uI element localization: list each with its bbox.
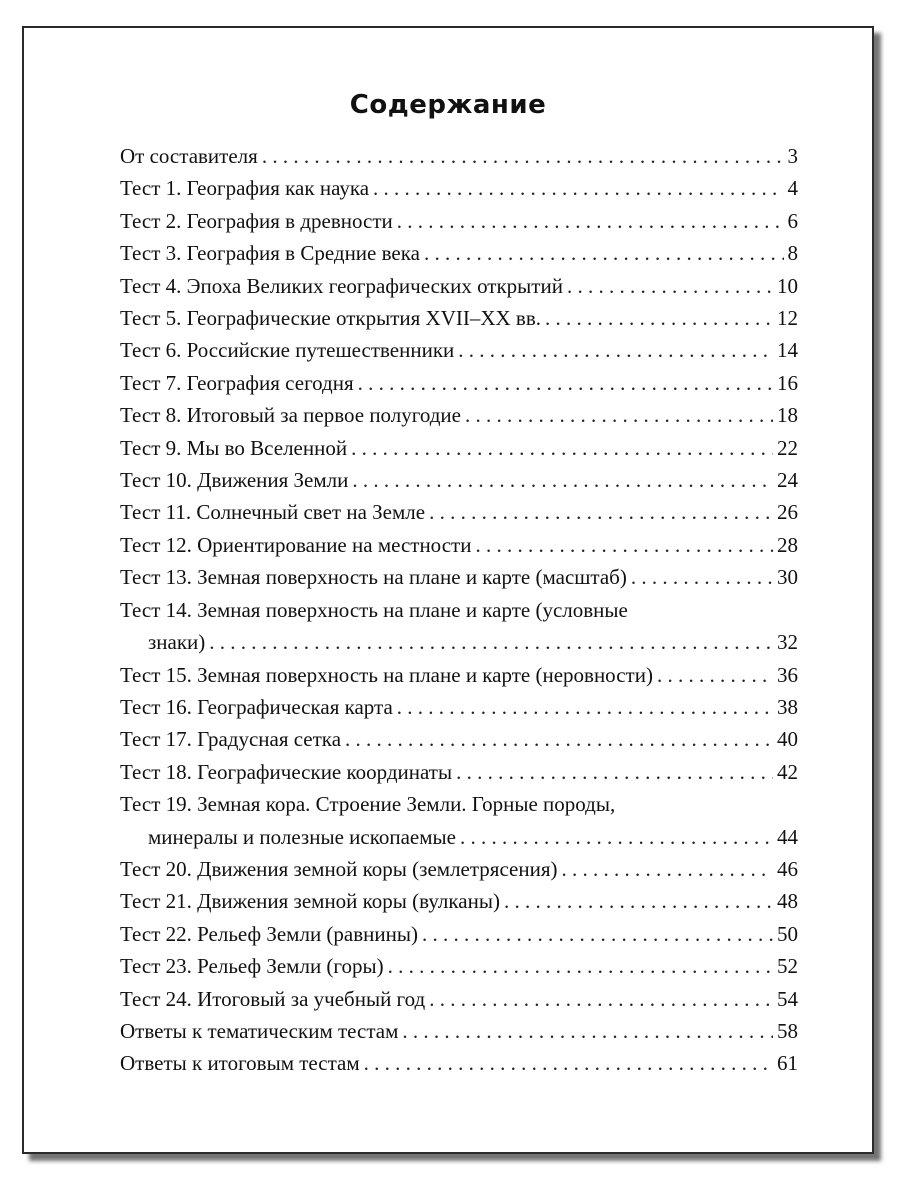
toc-entry-title: Тест 7. География сегодня	[120, 370, 354, 395]
toc-entry[interactable]	[120, 237, 798, 269]
toc-entry[interactable]	[120, 561, 798, 593]
toc-entry-page-number: 14	[777, 338, 798, 363]
toc-entry-title: От составителя	[120, 144, 258, 168]
leader-dots	[352, 464, 773, 496]
toc-entry-title: Тест 16. Географическая карта	[120, 694, 393, 719]
toc-entry[interactable]	[120, 302, 798, 334]
toc-entry[interactable]	[120, 918, 798, 950]
leader-dots	[388, 950, 773, 982]
toc-entry-page-number: 32	[777, 630, 798, 655]
toc-entry-title: Тест 5. Географические открытия XVII–XX вв.	[120, 306, 542, 331]
toc-entry-title: Тест 18. Географические координаты	[120, 759, 453, 784]
leader-dots	[504, 885, 773, 917]
toc-entry-title: Тест 2. География в древности	[120, 208, 393, 233]
leader-dots	[429, 983, 773, 1015]
leader-dots	[458, 334, 773, 366]
toc-entry[interactable]	[120, 529, 798, 561]
leader-dots	[545, 302, 773, 334]
leader-dots	[345, 723, 773, 755]
toc-entry-title: Тест 8. Итоговый за первое полугодие	[120, 403, 461, 428]
toc-entry-page-number: 18	[777, 403, 798, 428]
toc-entry-title: Тест 14. Земная поверхность на плане и карте (условные	[120, 597, 628, 622]
toc-entry[interactable]	[120, 853, 798, 885]
toc-entry-page-number: 28	[777, 532, 798, 557]
toc-entry-page-number: 46	[777, 856, 798, 881]
toc-entry-title: Тест 17. Градусная сетка	[120, 727, 342, 752]
leader-dots	[422, 918, 773, 950]
toc-entry-title: Тест 11. Солнечный свет на Земле	[120, 500, 426, 525]
toc-entry-title: Тест 19. Земная кора. Строение Земли. Горные породы,	[120, 792, 616, 817]
leader-dots	[358, 367, 773, 399]
toc-entry[interactable]	[120, 756, 798, 788]
toc-entry-title: Ответы к итоговым тестам	[120, 1051, 360, 1076]
leader-dots	[424, 237, 784, 269]
toc-entry-title: Тест 21. Движения земной коры (вулканы)	[120, 889, 500, 914]
toc-entry-title: Тест 6. Российские путешественники	[120, 338, 455, 363]
leader-dots	[402, 1015, 773, 1047]
toc-entry[interactable]	[120, 205, 798, 237]
leader-dots	[561, 853, 773, 885]
toc-entry[interactable]	[120, 659, 798, 691]
toc-entry-title: Ответы к тематическим тестам	[120, 1018, 399, 1043]
toc-entry[interactable]	[120, 983, 798, 1015]
toc-entry[interactable]	[120, 140, 798, 172]
toc-entry-page-number: 36	[777, 662, 798, 687]
toc-entry[interactable]	[120, 432, 798, 464]
leader-dots	[351, 432, 773, 464]
toc-entry[interactable]	[120, 270, 798, 302]
toc-entry-continuation	[120, 821, 798, 853]
toc-entry[interactable]	[120, 464, 798, 496]
leader-dots	[567, 270, 773, 302]
toc-entry-page-number: 54	[777, 986, 798, 1011]
toc-entry[interactable]	[120, 723, 798, 755]
toc-entry-page-number: 16	[777, 370, 798, 395]
toc-entry[interactable]	[120, 367, 798, 399]
toc-entry-page-number: 3	[787, 144, 798, 168]
toc-entry[interactable]	[120, 788, 798, 853]
toc-entry[interactable]	[120, 1047, 798, 1079]
leader-dots	[631, 561, 773, 593]
toc-entry[interactable]	[120, 399, 798, 431]
toc-entry-title: знаки)	[148, 630, 206, 655]
document-page	[22, 26, 874, 1154]
toc-entry-page-number: 12	[777, 306, 798, 331]
toc-entry-title: Тест 23. Рельеф Земли (горы)	[120, 954, 384, 979]
toc-entry-title: Тест 10. Движения Земли	[120, 468, 349, 493]
toc-entry-page-number: 4	[787, 176, 798, 201]
toc-entry-title: Тест 1. География как наука	[120, 176, 370, 201]
toc-entry-page-number: 58	[777, 1018, 798, 1043]
toc-entry-page-number: 40	[777, 727, 798, 752]
leader-dots	[364, 1047, 773, 1079]
toc-entry-page-number: 8	[787, 241, 798, 266]
toc-entry-title: Тест 22. Рельеф Земли (равнины)	[120, 921, 418, 946]
toc-entry-title: Тест 24. Итоговый за учебный год	[120, 986, 426, 1011]
toc-entry-page-number: 6	[787, 208, 798, 233]
toc-entry-page-number: 42	[777, 759, 798, 784]
toc-entry[interactable]	[120, 172, 798, 204]
toc-entry-page-number: 22	[777, 435, 798, 460]
leader-dots	[456, 756, 773, 788]
toc-entry-page-number: 26	[777, 500, 798, 525]
toc-entry-page-number: 52	[777, 954, 798, 979]
leader-dots	[465, 399, 773, 431]
page-title: Содержание	[349, 90, 547, 120]
toc-entry-page-number: 10	[777, 273, 798, 298]
toc-entry[interactable]	[120, 885, 798, 917]
table-of-contents	[120, 140, 798, 1080]
toc-entry-page-number: 24	[777, 468, 798, 493]
toc-entry[interactable]	[120, 691, 798, 723]
toc-entry[interactable]	[120, 1015, 798, 1047]
toc-entry-title: Тест 12. Ориентирование на местности	[120, 532, 472, 557]
toc-entry-page-number: 61	[777, 1051, 798, 1076]
toc-entry-page-number: 38	[777, 694, 798, 719]
toc-entry-title: Тест 13. Земная поверхность на плане и карте (масштаб)	[120, 565, 627, 590]
toc-entry[interactable]	[120, 334, 798, 366]
toc-entry[interactable]	[120, 950, 798, 982]
toc-entry-continuation	[120, 626, 798, 658]
leader-dots	[262, 140, 784, 172]
toc-entry-title: минералы и полезные ископаемые	[148, 824, 456, 849]
toc-entry-page-number: 30	[777, 565, 798, 590]
toc-entry[interactable]	[120, 496, 798, 528]
toc-entry-page-number: 50	[777, 921, 798, 946]
toc-entry-title: Тест 15. Земная поверхность на плане и карте (неровности)	[120, 662, 653, 687]
leader-dots	[429, 496, 773, 528]
leader-dots	[475, 529, 773, 561]
leader-dots	[397, 691, 773, 723]
leader-dots	[373, 172, 783, 204]
toc-entry-title: Тест 20. Движения земной коры (землетрясения)	[120, 856, 558, 881]
toc-entry[interactable]	[120, 594, 798, 659]
toc-entry-title: Тест 4. Эпоха Великих географических открытий	[120, 273, 563, 298]
toc-entry-title: Тест 3. География в Средние века	[120, 241, 420, 266]
toc-entry-page-number: 44	[777, 824, 798, 849]
toc-entry-title: Тест 9. Мы во Вселенной	[120, 435, 348, 460]
leader-dots	[460, 821, 773, 853]
leader-dots	[209, 626, 773, 658]
toc-entry-page-number: 48	[777, 889, 798, 914]
leader-dots	[397, 205, 784, 237]
leader-dots	[657, 659, 773, 691]
